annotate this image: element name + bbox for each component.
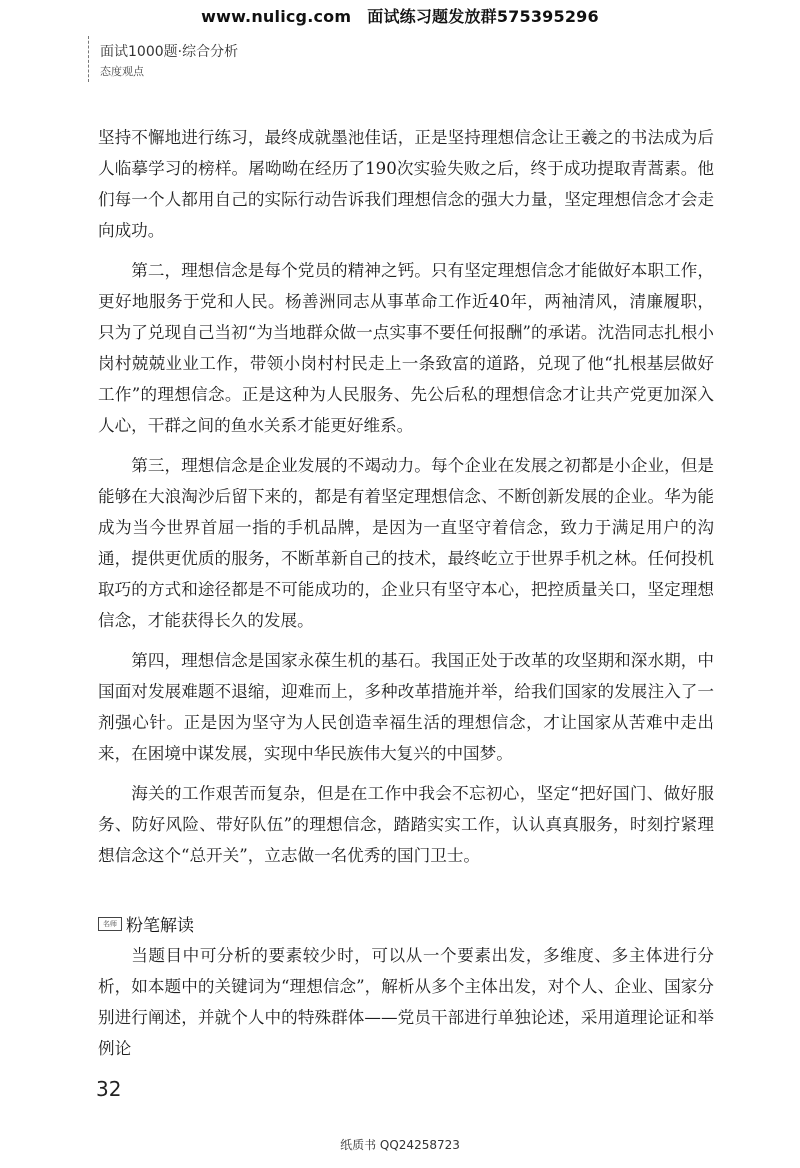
- analysis-paragraph: 当题目中可分析的要素较少时，可以从一个要素出发，多维度、多主体进行分析，如本题中的关键词为“理想信念”，解析从多个主体出发，对个人、企业、国家分别进行阐述，并就个人中的特殊群体——党员干部进行单独论述，采用道理论证和举例论: [98, 946, 714, 1058]
- paragraph-point-three: 第三，理想信念是企业发展的不竭动力。每个企业在发展之初都是小企业，但是能够在大浪淘沙后留下来的，都是有着坚定理想信念、不断创新发展的企业。华为能成为当今世界首屈一指的手机品牌，是因为一直坚守着信念，致力于满足用户的沟通，提供更优质的服务，不断革新自己的技术，最终屹立于世界手机之林。任何投机取巧的方式和途径都是不可能成功的，企业只有坚守本心，把控质量关口，坚定理想信念，才能获得长久的发展。: [98, 456, 714, 630]
- paragraph-point-two: 第二，理想信念是每个党员的精神之钙。只有坚定理想信念才能做好本职工作，更好地服务于党和人民。杨善洲同志从事革命工作近40年，两袖清风，清廉履职，只为了兑现自己当初“为当地群众做一点实事不要任何报酬”的承诺。沈浩同志扎根小岗村兢兢业业工作，带领小岗村村民走上一条致富的道路，兑现了他“扎根基层做好工作”的理想信念。正是这种为人民服务、先公后私的理想信念才让共产党更加深入人心，干群之间的鱼水关系才能更好维系。: [98, 261, 714, 435]
- paragraph-continuation: 坚持不懈地进行练习，最终成就墨池佳话，正是坚持理想信念让王羲之的书法成为后人临摹学习的榜样。屠呦呦在经历了190次实验失败之后，终于成功提取青蒿素。他们每一个人都用自己的实际行动告诉我们理想信念的强大力量，坚定理想信念才会走向成功。: [98, 128, 714, 240]
- section-heading: [98, 911, 194, 936]
- watermark-group: 面试练习题发放群575395296: [367, 7, 599, 26]
- watermark-site: www.nulicg.com: [201, 7, 352, 26]
- analysis-text: [98, 940, 714, 1064]
- paragraph-conclusion: 海关的工作艰苦而复杂，但是在工作中我会不忘初心，坚定“把好国门、做好服务、防好风险、带好队伍”的理想信念，踏踏实实工作，认认真真服务，时刻拧紧理想信念这个“总开关”，立志做一名优秀的国门卫士。: [98, 784, 714, 865]
- body-text: [98, 122, 714, 871]
- book-title: 面试1000题·综合分析: [100, 44, 239, 60]
- paragraph-point-four: 第四，理想信念是国家永葆生机的基石。我国正处于改革的攻坚期和深水期，中国面对发展难题不退缩，迎难而上，多种改革措施并举，给我们国家的发展注入了一剂强心针。正是因为坚守为人民创造幸福生活的理想信念，才让国家从苦难中走出来，在困境中谋发展，实现中华民族伟大复兴的中国梦。: [98, 651, 714, 763]
- chapter-subtitle: 态度观点: [100, 65, 144, 78]
- section-badge-icon: 名师: [98, 917, 122, 931]
- section-title: 粉笔解读: [126, 916, 194, 936]
- footer-watermark: 纸质书 QQ24258723: [340, 1138, 460, 1152]
- page-number: 32: [96, 1077, 122, 1101]
- watermark-banner: [0, 4, 800, 27]
- header-divider: [88, 36, 91, 82]
